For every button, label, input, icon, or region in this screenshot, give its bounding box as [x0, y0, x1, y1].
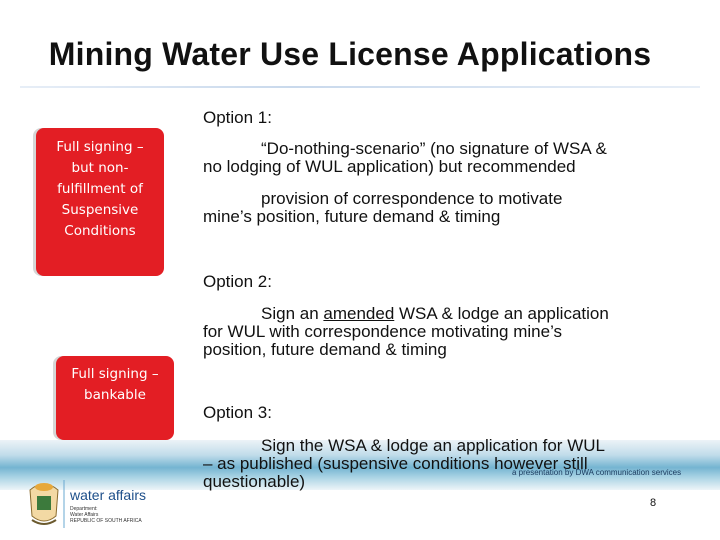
logo-title: water affairs — [70, 487, 146, 503]
option3-text — [203, 437, 693, 491]
logo-sub2: Water Affairs — [70, 512, 99, 518]
option2-underlined: amended — [323, 304, 395, 323]
option1-heading: Option 1: — [203, 108, 272, 127]
slide-title: Mining Water Use License Applications — [48, 36, 652, 72]
title-divider — [20, 86, 700, 88]
option1-line: “Do-nothing-scenario” (no signature of WSA & — [261, 139, 607, 158]
option2-line — [203, 305, 693, 323]
full-signing-bankable-box — [56, 356, 174, 440]
box2-line: bankable — [84, 387, 146, 403]
option1-line: no lodging of WUL application) but recommended — [203, 157, 576, 176]
option2-pre: Sign an — [261, 304, 324, 323]
box1-line: Conditions — [64, 223, 136, 239]
box1-line: Full signing – — [56, 139, 144, 155]
option2-line: position, future demand & timing — [203, 340, 447, 359]
box1-line: fulfillment of — [57, 181, 143, 197]
option2-heading: Option 2: — [203, 272, 272, 291]
option1-line: provision of correspondence to motivate — [261, 189, 563, 208]
full-signing-non-fulfillment-box — [36, 128, 164, 276]
option2-text — [203, 305, 693, 359]
option3-line: questionable) — [203, 472, 306, 491]
box1-line: Suspensive — [61, 202, 139, 218]
logo-sub3: REPUBLIC OF SOUTH AFRICA — [70, 518, 142, 524]
logo-sub1: Department: — [70, 506, 98, 512]
option3-line: Sign the WSA & lodge an application for WUL — [261, 436, 605, 455]
option2-post: WSA & lodge an application — [394, 304, 609, 323]
option3-line: – as published (suspensive conditions however still — [203, 454, 588, 473]
option3-heading: Option 3: — [203, 403, 272, 422]
page-number: 8 — [650, 497, 657, 509]
footer-caption: a presentation by DWA communication services — [512, 468, 682, 477]
water-affairs-logo — [26, 476, 176, 534]
option2-line: for WUL with correspondence motivating mine’s — [203, 322, 563, 341]
coat-of-arms-icon — [26, 476, 176, 534]
box2-line: Full signing – — [71, 366, 159, 382]
box1-line: but non- — [71, 160, 129, 176]
option1-line: mine’s position, future demand & timing — [203, 207, 501, 226]
option1-text — [203, 140, 693, 226]
